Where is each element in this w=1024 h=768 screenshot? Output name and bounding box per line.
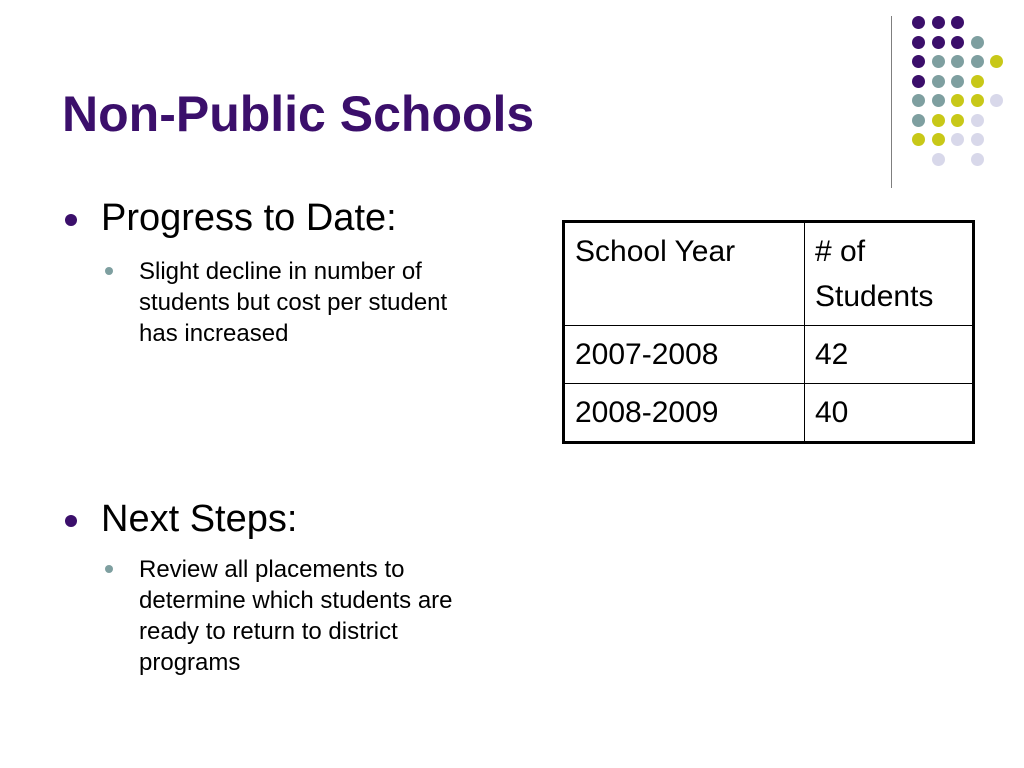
bullet-progress-detail: [139, 256, 484, 349]
bullet-next-steps-detail: [139, 554, 474, 678]
decorative-dot: [971, 36, 984, 49]
decorative-dot: [932, 36, 945, 49]
decorative-dot: [912, 16, 925, 29]
next-steps-heading-text: Next Steps:: [101, 498, 298, 540]
decorative-dot: [932, 114, 945, 127]
decorative-dot: [971, 75, 984, 88]
next-steps-detail-text: Review all placements to determine which students are ready to return to district programs: [139, 556, 453, 676]
decorative-dot: [971, 133, 984, 146]
decorative-dot: [951, 55, 964, 68]
decorative-dot: [951, 133, 964, 146]
table-cell: 42: [805, 326, 974, 384]
decorative-dot: [912, 36, 925, 49]
decorative-dot: [932, 153, 945, 166]
decorative-dot: [951, 75, 964, 88]
decorative-dot: [990, 55, 1003, 68]
bullet-progress-heading: [101, 196, 397, 242]
decorative-dot: [990, 94, 1003, 107]
decorative-dot: [932, 133, 945, 146]
decorative-dot: [971, 153, 984, 166]
decorative-dot: [932, 16, 945, 29]
table-cell: 40: [805, 384, 974, 443]
progress-heading-text: Progress to Date:: [101, 197, 397, 239]
decorative-dot: [912, 114, 925, 127]
progress-detail-text: Slight decline in number of students but cost per student has increased: [139, 258, 448, 347]
decorative-dot: [971, 114, 984, 127]
bullet-dot-icon: [65, 515, 77, 527]
decorative-dot: [951, 114, 964, 127]
table-cell: 2007-2008: [564, 326, 805, 384]
decorative-dot: [951, 94, 964, 107]
students-table: [562, 220, 975, 444]
decorative-dot: [912, 94, 925, 107]
table-header-cell: School Year: [564, 222, 805, 326]
table-header-cell: # of Students: [805, 222, 974, 326]
bullet-next-steps-heading: [101, 497, 297, 543]
table-row: [564, 384, 974, 443]
bullet-dot-icon: [105, 565, 113, 573]
decorative-dot: [932, 94, 945, 107]
decorative-dot: [932, 55, 945, 68]
table-header-row: [564, 222, 974, 326]
decorative-dot: [951, 16, 964, 29]
decorative-dot: [912, 55, 925, 68]
table-row: [564, 326, 974, 384]
decorative-dot: [912, 133, 925, 146]
bullet-dot-icon: [65, 214, 77, 226]
decorative-dot: [912, 75, 925, 88]
decorative-dot: [932, 75, 945, 88]
bullet-dot-icon: [105, 267, 113, 275]
table-cell: 2008-2009: [564, 384, 805, 443]
slide-title: Non-Public Schools: [62, 86, 535, 142]
decorative-dot: [971, 94, 984, 107]
vertical-divider: [891, 16, 892, 188]
decorative-dot: [971, 55, 984, 68]
decorative-dot: [951, 36, 964, 49]
